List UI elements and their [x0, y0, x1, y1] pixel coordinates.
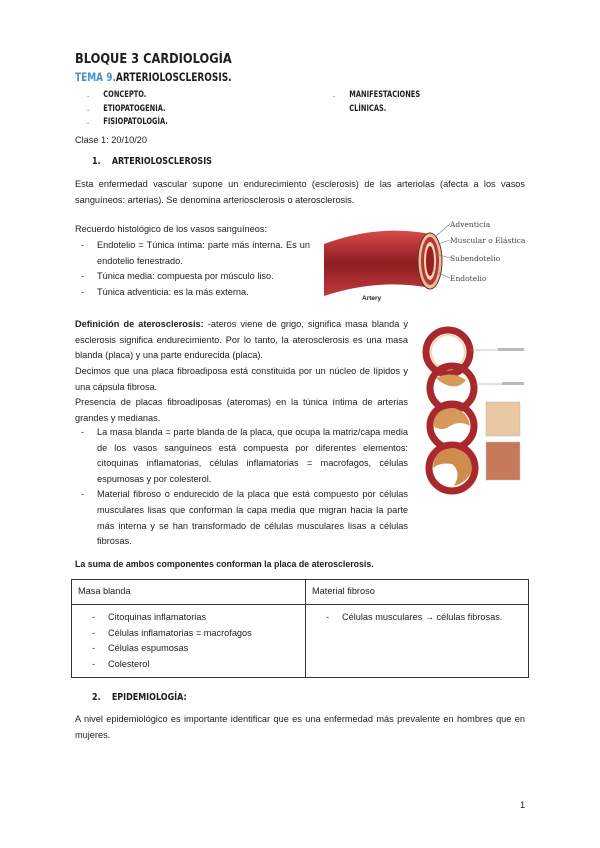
definition-label: Definición de aterosclerosis:: [75, 319, 204, 329]
histology-list: [75, 238, 310, 300]
toc-left: [87, 89, 168, 130]
definition-paragraph: [75, 317, 408, 364]
list-item: - Células espumosas: [86, 641, 305, 657]
toc-item: . FISIOPATOLOGÍA.: [87, 117, 168, 127]
list-item: - Células musculares → células fibrosas.: [320, 610, 528, 626]
plaque-components-list: [75, 425, 408, 550]
label-endotelio: Endotelio: [450, 274, 487, 283]
micrograph-2: [486, 442, 520, 480]
list-item: - Túnica adventicia: es la más externa.: [75, 285, 310, 301]
label-subendotelio: Subendotelio: [450, 254, 501, 263]
list-item: - La masa blanda = parte blanda de la placa, que ocupa la matriz/capa media de los vasos sanguíneos está compuesta por diferentes elementos: citoquinas inflamatorias, células inflamatorias = macrofagos, células espumosas y por colesterol.: [75, 425, 408, 487]
table-header-row: [72, 580, 529, 605]
table-row: [72, 605, 529, 678]
components-table: [71, 579, 529, 678]
list-item: - Material fibroso o endurecido de la placa que está compuesto por células musculares lisas que conforman la capa media que migran hacia la parte más interna y se han transformado de células musculares lisas a células fibrosas.: [75, 487, 408, 549]
atherosclerosis-progression-figure: [420, 322, 528, 502]
list-item: - Endotelio = Túnica íntima: parte más interna. Es un endotelio fenestrado.: [75, 238, 310, 269]
fibroadipose-paragraph: Decimos que una placa fibroadiposa está constituida por un núcleo de lípidos y una cápsula fibrosa.: [75, 366, 408, 392]
label-adventicia: Adventicia: [450, 220, 491, 229]
section-2-text: A nivel epidemiológico es importante identificar que es una enfermedad más prevalente en hombres que en mujeres.: [75, 714, 525, 740]
table-header-masa-blanda: Masa blanda: [78, 586, 131, 596]
topic-title: [75, 70, 232, 84]
toc-item: . ETIOPATOGENIA.: [87, 103, 166, 114]
class-date: Clase 1: 20/10/20: [75, 135, 148, 145]
block-title: BLOQUE 3 CARDIOLOGÍA: [75, 52, 232, 67]
topic-number: TEMA 9.: [75, 70, 116, 84]
artery-illustration: [318, 218, 530, 304]
vessel-section-4: [429, 445, 475, 491]
toc-item: CLÍNICAS.: [349, 103, 387, 114]
toc-item: . MANIFESTACIONES: [333, 90, 421, 100]
list-item: - Citoquinas inflamatorias: [86, 610, 305, 626]
vessel-section-3: [430, 404, 474, 448]
toc-right: [333, 89, 420, 116]
section-1-intro: Esta enfermedad vascular supone un endurecimiento (esclerosis) de las arteriolas (afecta a los vasos sanguíneos: arterias). Se denomina arteriosclerosis o aterosclerosis.: [75, 179, 525, 205]
ateroma-paragraph: Presencia de placas fibroadiposas (ateromas) en la túnica íntima de arterias grandes y medianas.: [75, 397, 408, 423]
micrograph-1: [486, 402, 520, 436]
arrow-right-icon: →: [424, 612, 434, 622]
list-item: - Túnica media: compuesta por músculo liso.: [75, 269, 310, 285]
page-number: 1: [520, 800, 526, 810]
list-item: - Células inflamatorias = macrofagos: [86, 626, 305, 642]
toc-item: . CONCEPTO.: [87, 90, 147, 100]
definition-text: -ateros viene de grigo, significa masa blanda y esclerosis significa endurecimiento. Por lo tanto, la aterosclerosis es una masa blanda (placa) y una parte endurecida (placa).: [75, 319, 408, 360]
list-item: - Colesterol: [86, 657, 305, 673]
topic-name: ARTERIOLOSCLEROSIS.: [115, 70, 232, 84]
table-header-material-fibroso: Material fibroso: [312, 586, 375, 596]
artery-caption: Artery: [362, 295, 382, 302]
label-muscular: Muscular o Elástica: [450, 236, 526, 245]
histology-title: Recuerdo histológico de los vasos sanguíneos:: [75, 224, 268, 234]
plaque-sum-statement: La suma de ambos componentes conforman la placa de aterosclerosis.: [75, 559, 374, 569]
section-2-heading: 2. EPIDEMIOLOGÍA:: [92, 692, 187, 703]
section-1-heading: 1. ARTERIOLOSCLEROSIS: [92, 156, 212, 167]
